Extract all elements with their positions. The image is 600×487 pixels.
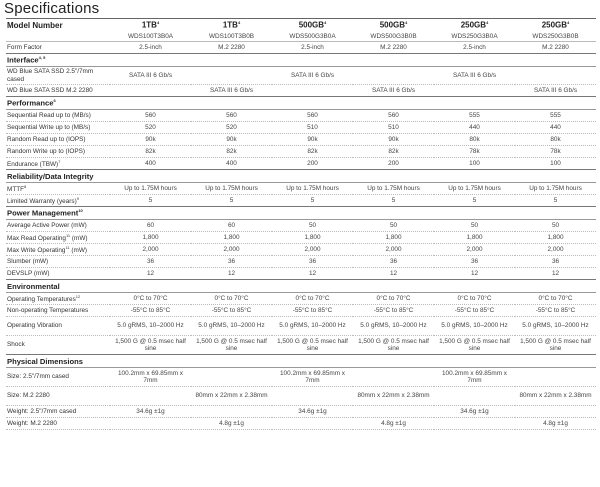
power-row	[6, 220, 596, 232]
row-label: Form Factor	[6, 42, 110, 54]
table-cell	[353, 406, 434, 418]
model-header-row	[6, 19, 596, 32]
table-cell: 4.8g ±1g	[515, 418, 596, 430]
row-label: Endurance (TBW)$^7$	[6, 158, 110, 170]
table-cell: 4.8g ±1g	[353, 418, 434, 430]
reliability-row	[6, 195, 596, 207]
table-cell: 82k	[353, 146, 434, 158]
capacity-header: $500GB^4$	[353, 19, 434, 32]
table-cell: 90k	[272, 134, 353, 146]
table-cell: -55°C to 85°C	[191, 305, 272, 317]
capacity-header: $250GB^4$	[515, 19, 596, 32]
row-label: Weight: M.2 2280	[6, 418, 110, 430]
table-cell: 82k	[191, 146, 272, 158]
table-cell: 200	[353, 158, 434, 170]
performance-row	[6, 158, 596, 170]
table-cell: 1,800	[515, 232, 596, 244]
table-cell: 12	[434, 268, 515, 280]
table-cell: 36	[515, 256, 596, 268]
row-label: WD Blue SATA SSD M.2 2280	[6, 85, 110, 97]
table-cell: 5.0 gRMS, 10–2000 Hz	[272, 317, 353, 336]
table-cell: 1,800	[110, 232, 191, 244]
section-header-performance: Performance$^6$	[6, 97, 596, 110]
table-cell: 90k	[353, 134, 434, 146]
table-cell: 2,000	[110, 244, 191, 256]
sku-cell: WDS250G3B0A	[434, 31, 515, 42]
table-cell: SATA III 6 Gb/s	[110, 67, 191, 85]
spec-table	[6, 18, 596, 430]
interface-row	[6, 85, 596, 97]
table-cell	[191, 368, 272, 387]
power-row	[6, 244, 596, 256]
physical-row	[6, 406, 596, 418]
table-cell: 560	[191, 110, 272, 122]
table-cell: 555	[434, 110, 515, 122]
table-cell: 50	[434, 220, 515, 232]
table-cell: SATA III 6 Gb/s	[353, 85, 434, 97]
table-cell: 80mm x 22mm x 2.38mm	[191, 387, 272, 406]
table-cell: 1,500 G @ 0.5 msec half sine	[353, 336, 434, 355]
table-cell: 5.0 gRMS, 10–2000 Hz	[434, 317, 515, 336]
table-cell: 2,000	[272, 244, 353, 256]
reliability-row	[6, 183, 596, 195]
model-number-label: Model Number	[6, 19, 110, 32]
capacity-header: $1TB^4$	[191, 19, 272, 32]
table-cell: Up to 1.75M hours	[272, 183, 353, 195]
table-cell: 1,800	[191, 232, 272, 244]
table-cell: SATA III 6 Gb/s	[515, 85, 596, 97]
table-cell: -55°C to 85°C	[272, 305, 353, 317]
table-cell: 2,000	[191, 244, 272, 256]
table-cell: 2,000	[515, 244, 596, 256]
table-cell: 36	[110, 256, 191, 268]
table-cell: 2,000	[434, 244, 515, 256]
table-cell: 100	[434, 158, 515, 170]
table-cell: 2,000	[353, 244, 434, 256]
table-cell: 560	[110, 110, 191, 122]
table-cell: 5	[353, 195, 434, 207]
table-cell: SATA III 6 Gb/s	[272, 67, 353, 85]
physical-row	[6, 418, 596, 430]
table-cell: 0°C to 70°C	[353, 293, 434, 305]
table-cell: -55°C to 85°C	[434, 305, 515, 317]
sku-cell: WDS500G3B0B	[353, 31, 434, 42]
table-cell: 400	[110, 158, 191, 170]
table-cell: Up to 1.75M hours	[434, 183, 515, 195]
table-cell	[434, 387, 515, 406]
table-cell: 5	[515, 195, 596, 207]
table-cell: 200	[272, 158, 353, 170]
row-label: Limited Warranty (years)$^9$	[6, 195, 110, 207]
table-cell: 1,800	[272, 232, 353, 244]
table-cell: 12	[515, 268, 596, 280]
power-row	[6, 268, 596, 280]
table-cell: 400	[191, 158, 272, 170]
table-cell: 4.8g ±1g	[191, 418, 272, 430]
table-cell: 36	[272, 256, 353, 268]
table-cell: 520	[110, 122, 191, 134]
table-cell: 5.0 gRMS, 10–2000 Hz	[191, 317, 272, 336]
section-header-interface: Interface$^{4, 5}$	[6, 54, 596, 67]
row-label: Sequential Write up to (MB/s)	[6, 122, 110, 134]
table-cell: 12	[191, 268, 272, 280]
table-cell: 60	[110, 220, 191, 232]
row-label: Max Write Operating$^{11}$ (mW)	[6, 244, 110, 256]
table-cell: 5.0 gRMS, 10–2000 Hz	[515, 317, 596, 336]
table-cell: 36	[434, 256, 515, 268]
table-cell: -55°C to 85°C	[353, 305, 434, 317]
table-cell: 36	[191, 256, 272, 268]
table-cell: 0°C to 70°C	[110, 293, 191, 305]
performance-row	[6, 134, 596, 146]
table-cell	[272, 387, 353, 406]
sku-row	[6, 31, 596, 42]
row-label: Sequential Read up to (MB/s)	[6, 110, 110, 122]
row-label: Weight: 2.5"/7mm cased	[6, 406, 110, 418]
performance-row	[6, 146, 596, 158]
table-cell: 560	[353, 110, 434, 122]
table-cell: 12	[353, 268, 434, 280]
page-title: Specifications	[4, 0, 100, 17]
row-label: Random Read up to (IOPS)	[6, 134, 110, 146]
table-cell: 2.5-inch	[434, 42, 515, 54]
table-cell: 5	[191, 195, 272, 207]
table-cell: SATA III 6 Gb/s	[434, 67, 515, 85]
table-cell: 60	[191, 220, 272, 232]
performance-row	[6, 110, 596, 122]
table-cell: 555	[515, 110, 596, 122]
sku-cell: WDS100T3B0B	[191, 31, 272, 42]
table-cell: 1,800	[434, 232, 515, 244]
table-cell: 2.5-inch	[110, 42, 191, 54]
row-label: Size: M.2 2280	[6, 387, 110, 406]
table-cell: 560	[272, 110, 353, 122]
row-label: Shock	[6, 336, 110, 355]
table-cell: 80mm x 22mm x 2.38mm	[515, 387, 596, 406]
table-cell: 1,800	[353, 232, 434, 244]
table-cell: 82k	[272, 146, 353, 158]
section-header-power: Power Management$^{10}$	[6, 207, 596, 220]
physical-row	[6, 368, 596, 387]
capacity-header: $1TB^4$	[110, 19, 191, 32]
row-label: Size: 2.5"/7mm cased	[6, 368, 110, 387]
sku-cell: WDS100T3B0A	[110, 31, 191, 42]
table-cell: 90k	[110, 134, 191, 146]
table-cell: Up to 1.75M hours	[110, 183, 191, 195]
table-cell: 5.0 gRMS, 10–2000 Hz	[353, 317, 434, 336]
table-cell: 12	[110, 268, 191, 280]
physical-row	[6, 387, 596, 406]
table-cell: 80k	[434, 134, 515, 146]
table-cell	[272, 418, 353, 430]
table-cell: 100	[515, 158, 596, 170]
table-cell: 1,500 G @ 0.5 msec half sine	[110, 336, 191, 355]
table-cell	[191, 406, 272, 418]
table-cell: 2.5-inch	[272, 42, 353, 54]
form-factor-row	[6, 42, 596, 54]
table-cell: 34.6g ±1g	[434, 406, 515, 418]
table-cell	[110, 418, 191, 430]
table-cell: 510	[353, 122, 434, 134]
table-cell: 100.2mm x 69.85mm x 7mm	[272, 368, 353, 387]
table-cell: Up to 1.75M hours	[353, 183, 434, 195]
table-cell: 0°C to 70°C	[434, 293, 515, 305]
capacity-header: $250GB^4$	[434, 19, 515, 32]
table-cell: 1,500 G @ 0.5 msec half sine	[515, 336, 596, 355]
table-cell: Up to 1.75M hours	[515, 183, 596, 195]
table-cell: 12	[272, 268, 353, 280]
table-cell: 510	[272, 122, 353, 134]
table-cell	[353, 368, 434, 387]
table-cell: 90k	[191, 134, 272, 146]
table-cell: 50	[272, 220, 353, 232]
row-label: Slumber (mW)	[6, 256, 110, 268]
interface-row	[6, 67, 596, 85]
row-label: Random Write up to (IOPS)	[6, 146, 110, 158]
row-label: Average Active Power (mW)	[6, 220, 110, 232]
table-cell: 82k	[110, 146, 191, 158]
environmental-row	[6, 293, 596, 305]
table-cell: 5	[272, 195, 353, 207]
table-cell: 0°C to 70°C	[191, 293, 272, 305]
table-cell	[434, 418, 515, 430]
environmental-row	[6, 305, 596, 317]
table-cell: 1,500 G @ 0.5 msec half sine	[191, 336, 272, 355]
table-cell: 520	[191, 122, 272, 134]
section-header-environmental: Environmental	[6, 280, 596, 293]
section-header-reliability: Reliability/Data Integrity	[6, 170, 596, 183]
table-cell: 0°C to 70°C	[272, 293, 353, 305]
table-cell: 1,500 G @ 0.5 msec half sine	[434, 336, 515, 355]
row-label: WD Blue SATA SSD 2.5"/7mm cased	[6, 67, 110, 85]
table-cell: Up to 1.75M hours	[191, 183, 272, 195]
table-cell: 78k	[515, 146, 596, 158]
table-cell: 100.2mm x 69.85mm x 7mm	[110, 368, 191, 387]
table-cell: -55°C to 85°C	[515, 305, 596, 317]
table-cell: 100.2mm x 69.85mm x 7mm	[434, 368, 515, 387]
capacity-header: $500GB^4$	[272, 19, 353, 32]
table-cell	[515, 406, 596, 418]
row-label: Operating Vibration	[6, 317, 110, 336]
sku-cell: WDS250G3B0B	[515, 31, 596, 42]
performance-row	[6, 122, 596, 134]
table-cell: -55°C to 85°C	[110, 305, 191, 317]
row-label: DEVSLP (mW)	[6, 268, 110, 280]
table-cell: 1,500 G @ 0.5 msec half sine	[272, 336, 353, 355]
table-cell: 50	[353, 220, 434, 232]
row-label: MTTF$^8$	[6, 183, 110, 195]
table-cell: 5	[110, 195, 191, 207]
table-cell: 0°C to 70°C	[515, 293, 596, 305]
table-cell: 80mm x 22mm x 2.38mm	[353, 387, 434, 406]
table-cell: 5.0 gRMS, 10–2000 Hz	[110, 317, 191, 336]
sku-cell: WDS500G3B0A	[272, 31, 353, 42]
row-label: Non-operating Temperatures	[6, 305, 110, 317]
row-label: Max Read Operating$^{11}$ (mW)	[6, 232, 110, 244]
table-cell: 36	[353, 256, 434, 268]
table-cell: M.2 2280	[191, 42, 272, 54]
table-cell: 440	[434, 122, 515, 134]
row-label: Operating Temperatures$^{12}$	[6, 293, 110, 305]
table-cell	[110, 387, 191, 406]
table-cell: 34.6g ±1g	[110, 406, 191, 418]
environmental-row	[6, 336, 596, 355]
table-cell: 80k	[515, 134, 596, 146]
table-cell	[515, 368, 596, 387]
power-row	[6, 256, 596, 268]
table-cell: M.2 2280	[515, 42, 596, 54]
environmental-row	[6, 317, 596, 336]
table-cell: 78k	[434, 146, 515, 158]
section-header-physical: Physical Dimensions	[6, 355, 596, 368]
table-cell: SATA III 6 Gb/s	[191, 85, 272, 97]
table-cell: 5	[434, 195, 515, 207]
table-cell: 440	[515, 122, 596, 134]
table-cell: M.2 2280	[353, 42, 434, 54]
table-cell: 50	[515, 220, 596, 232]
table-cell: 34.6g ±1g	[272, 406, 353, 418]
power-row	[6, 232, 596, 244]
